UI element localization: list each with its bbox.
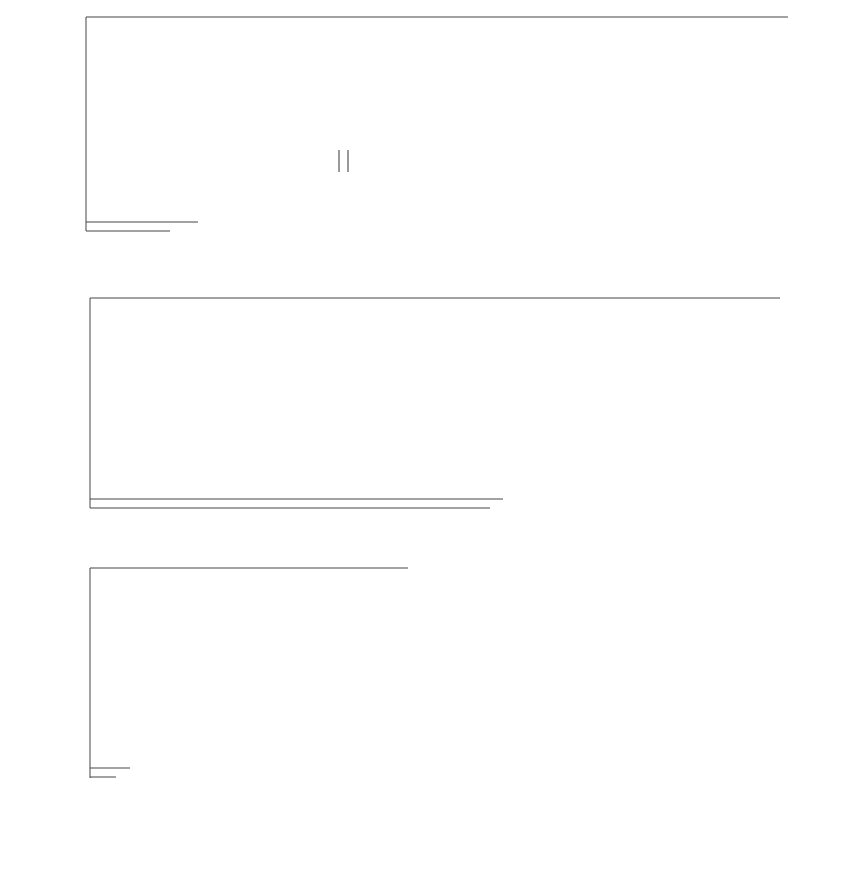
middle-panel xyxy=(90,298,780,508)
figure-caption xyxy=(0,828,853,849)
top-panel xyxy=(86,17,788,231)
bottom-panel xyxy=(90,568,408,778)
